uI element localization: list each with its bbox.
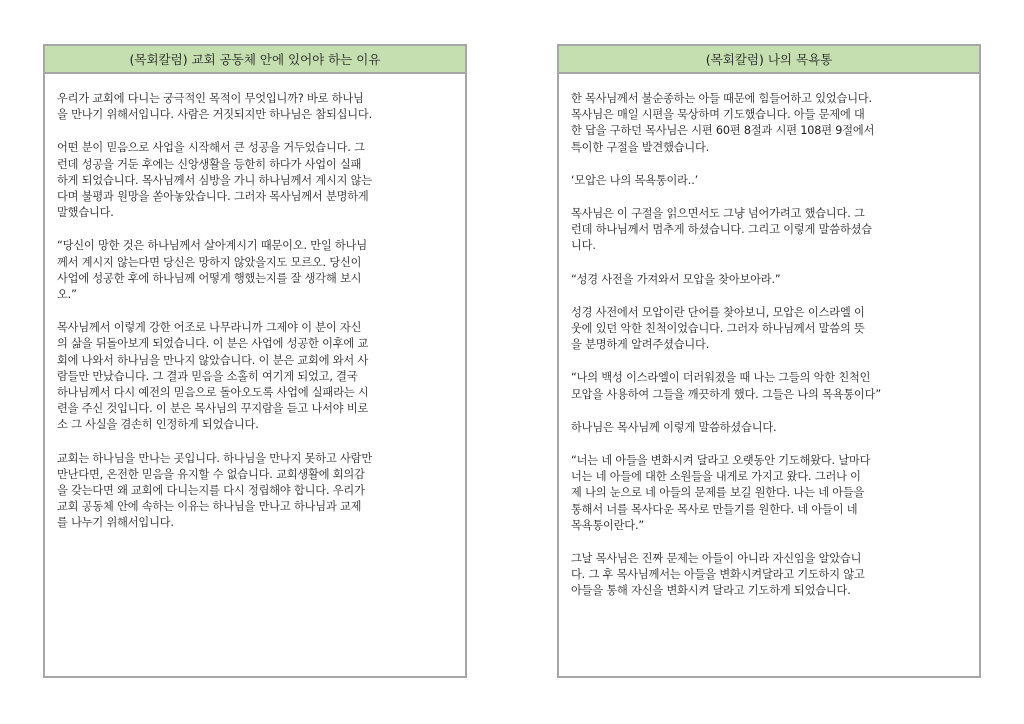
right-column — [557, 44, 981, 678]
paragraph: 그날 목사님은 진짜 문제는 아들이 아니라 자신임을 알았습니 다. 그 후 목사님께서는 아들을 변화시켜달라고 기도하지 않고 아들을 통해 자신을 변화시켜 달라고 기도하게 되었습니다. — [571, 552, 865, 598]
paragraph: 목사님께서 이렇게 강한 어조로 나무라니까 그제야 이 분이 자신 의 삶을 뒤돌아보게 되었습니다. 이 분은 사업에 성공한 이후에 교 회에 나와서 하나님을 만나지 않았습니다. 이 분은 교회에 와서 사 람들만 만났습니다. 그 결과 믿음을 소홀히 여기게 되었고, 결국 하나님께서 다시 예전의 믿음으로 돌아오도록 사업에 실패라는 시 련을 주신 것입니다. 이 분은 목사님의 꾸지람을 듣고 나서야 비로 소 그 사실을 겸손히 인정하게 되었습니다. — [57, 321, 369, 432]
paragraph: ‘모압은 나의 목욕통이라..’ — [571, 173, 699, 187]
paragraph: 목사님은 이 구절을 읽으면서도 그냥 넘어가려고 했습니다. 그 런데 하나님께서 멈추게 하셨습니다. 그리고 이렇게 말씀하셨습 니다. — [571, 207, 872, 253]
paragraph: “너는 네 아들을 변화시켜 달라고 오랫동안 기도해왔다. 날마다 너는 네 아들에 대한 소원들을 내게로 가지고 왔다. 그러나 이 제 나의 눈으로 네 아들의 문제를 보길 원한다. 나는 네 아들을 통해서 너를 목사다운 목사로 만들기를 원한다. 네 아들이 네 목욕통이란다.” — [571, 454, 871, 532]
left-column — [43, 44, 467, 678]
paragraph: “당신이 망한 것은 하나님께서 살아계시기 때문이오. 만일 하나님 께서 계시지 않는다면 당신은 망하지 않았을지도 모르오. 당신이 사업에 성공한 후에 하나님께 어떻게 행했는지를 잘 생각해 보시 오.” — [57, 239, 367, 302]
left-column-title: (목회칼럼) 교회 공동체 안에 있어야 하는 이유 — [45, 46, 465, 74]
paragraph: 어떤 분이 믿음으로 사업을 시작해서 큰 성공을 거두었습니다. 그 런데 성공을 거둔 후에는 신앙생활을 등한히 하다가 사업이 실패 하게 되었습니다. 목사님께서 심방을 가니 하나님께서 계시지 않는 다며 불평과 원망을 쏟아놓았습니다. 그러자 목사님께서 분명하게 말했습니다. — [57, 141, 372, 220]
paragraph: 한 목사님께서 불순종하는 아들 때문에 힘들어하고 있었습니다. 목사님은 매일 시편을 묵상하며 기도했습니다. 아들 문제에 대 한 답을 구하던 목사님은 시편 60편 8절과 시편 108편 9절에서 특이한 구절을 발견했습니다. — [571, 92, 875, 154]
paragraph: 교회는 하나님을 만나는 곳입니다. 하나님을 만나지 못하고 사람만 만난다면, 온전한 믿음을 유지할 수 없습니다. 교회생활에 회의감 을 갖는다면 왜 교회에 다니는지를 다시 정립해야 합니다. 우리가 교회 공동체 안에 속하는 이유는 하나님을 만나고 하나님과 교제 를 나누기 위해서입니다. — [57, 451, 372, 530]
right-column-title: (목회칼럼) 나의 목욕통 — [559, 46, 979, 74]
paragraph: 하나님은 목사님께 이렇게 말씀하셨습니다. — [571, 420, 777, 434]
left-column-body — [45, 74, 465, 532]
paragraph: 성경 사전에서 모압이란 단어를 찾아보니, 모압은 이스라엘 이 웃에 있던 악한 친척이었습니다. 그러자 하나님께서 말씀의 뜻 을 분명하게 알려주셨습니다. — [571, 305, 865, 352]
paragraph: “성경 사전을 가져와서 모압을 찾아보아라.” — [571, 272, 781, 286]
right-column-body — [559, 74, 979, 600]
paragraph: 우리가 교회에 다니는 궁극적인 목적이 무엇입니까? 바로 하나님 을 만나기 위해서입니다. 사람은 거짓되지만 하나님은 참되십니다. — [57, 92, 372, 122]
paragraph: “나의 백성 이스라엘이 더러워졌을 때 나는 그들의 악한 친척인 모압을 사용하여 그들을 깨끗하게 했다. 그들은 나의 목욕통이다” — [571, 371, 881, 401]
